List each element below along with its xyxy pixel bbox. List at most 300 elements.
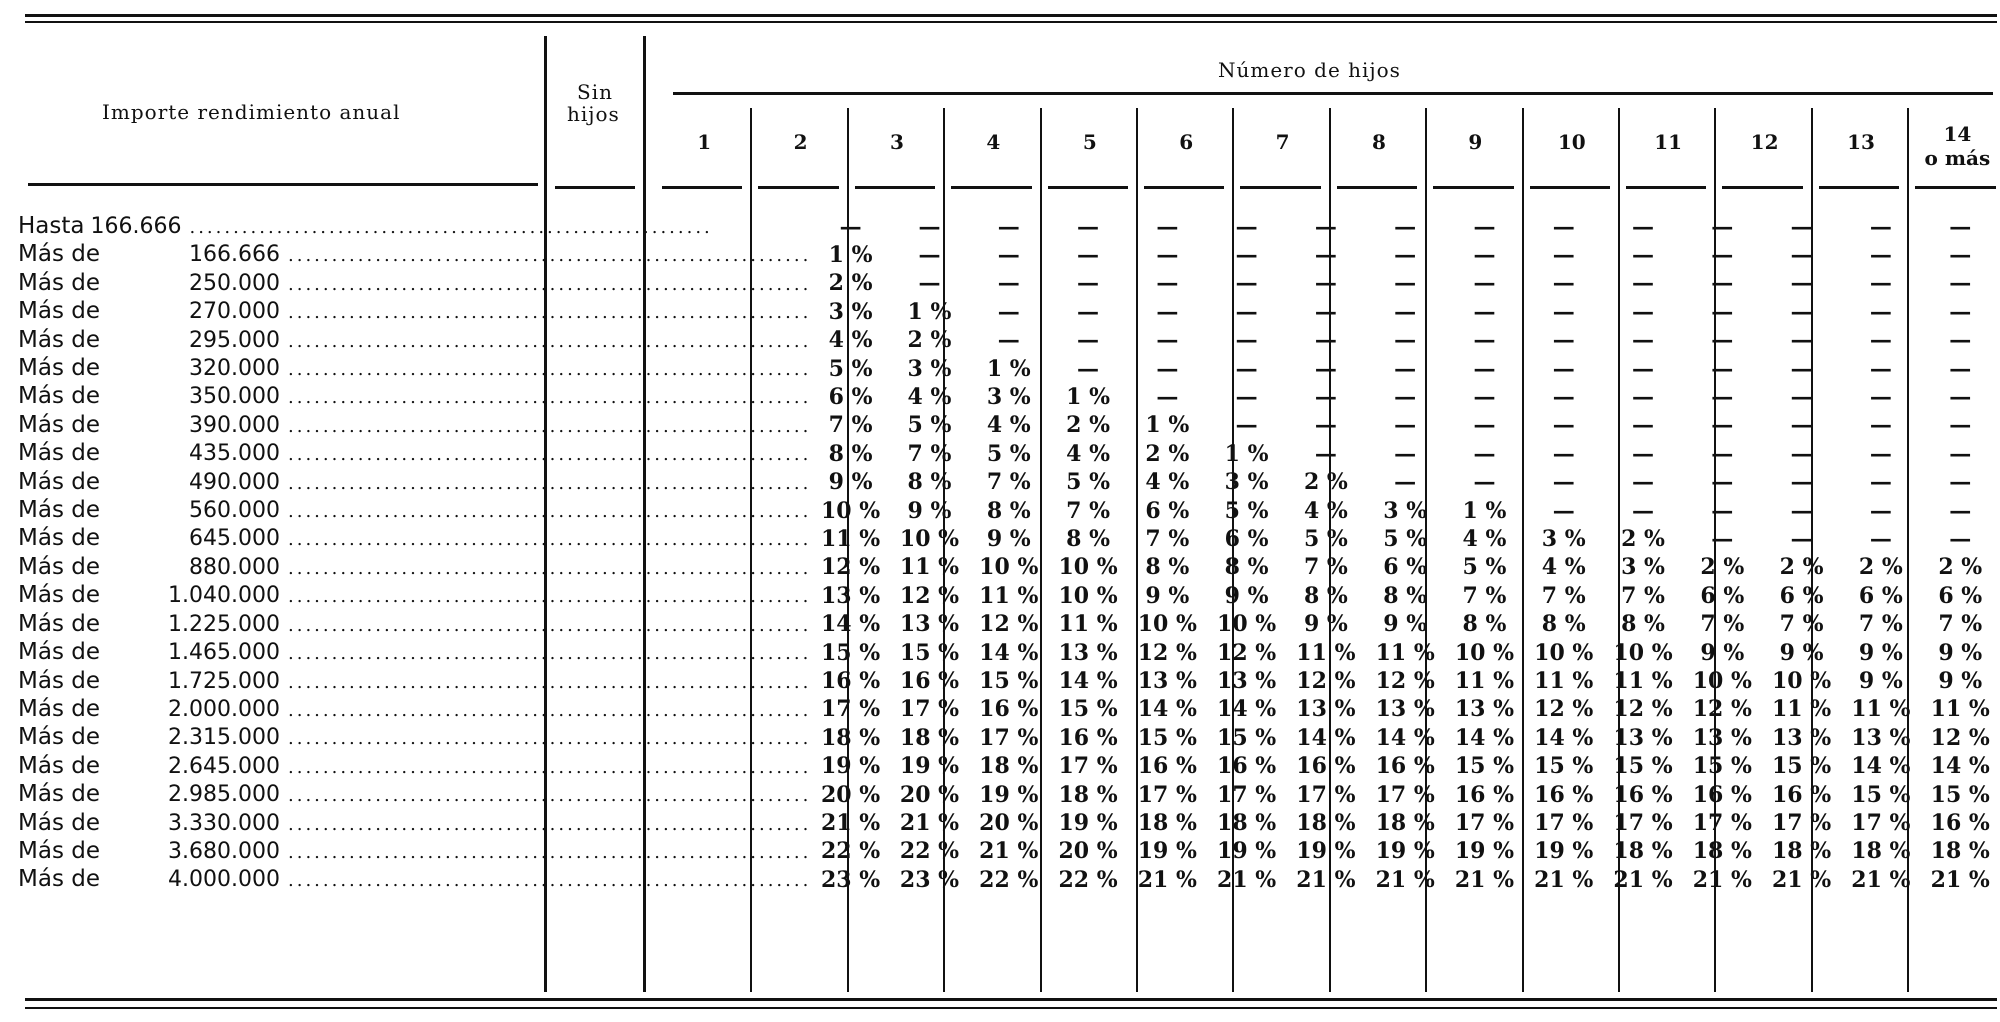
importe-header: Importe rendimiento anual: [102, 100, 401, 124]
cell-hijos: 20 %: [979, 810, 1039, 837]
row-amount: 490.000: [189, 469, 280, 495]
row-amount: 560.000: [189, 498, 280, 524]
cell-hijos: 18 %: [1217, 810, 1277, 837]
cell-hijos: 4 %: [1303, 497, 1348, 524]
cell-hijos: 18 %: [979, 753, 1039, 780]
cell-hijos: 13 %: [1058, 639, 1118, 666]
cell-hijos: —: [1473, 383, 1496, 410]
cell-hijos: 22 %: [899, 838, 960, 865]
table-row: [18, 668, 2000, 696]
cell-hijos: 2 %: [1066, 412, 1110, 439]
table-row: [18, 327, 2000, 355]
cell-sin-hijos: 13 %: [820, 582, 881, 609]
row-prefix: Más de: [18, 695, 100, 722]
cell-hijos: —: [1394, 213, 1417, 240]
table-row: [18, 241, 2000, 269]
child-column-header: 3: [890, 130, 904, 154]
cell-hijos: —: [1632, 383, 1655, 410]
cell-hijos: 8 %: [1541, 611, 1586, 638]
cell-sin-hijos: 17 %: [820, 696, 881, 723]
cell-hijos: 21 %: [1217, 866, 1277, 893]
row-label: [18, 611, 811, 639]
dot-leader: ............................................................: [288, 699, 812, 721]
row-amount: 1.725.000: [168, 668, 280, 694]
cell-hijos: 17 %: [1534, 810, 1594, 837]
row-amount: 435.000: [189, 441, 280, 467]
row-label: [18, 469, 811, 497]
row-label: [18, 810, 811, 838]
cell-hijos: 10 %: [1058, 582, 1118, 609]
cell-hijos: 12 %: [1137, 639, 1197, 666]
cell-hijos: 13 %: [1692, 724, 1752, 751]
cell-hijos: —: [1949, 270, 1972, 297]
table-row: [18, 611, 2000, 639]
cell-hijos: 15 %: [1613, 753, 1673, 780]
row-label: [18, 355, 811, 383]
cell-hijos: —: [1552, 241, 1575, 268]
row-label: [18, 753, 811, 781]
dot-leader: ............................................................: [288, 273, 812, 295]
child-column-header: 9: [1468, 130, 1483, 154]
cell-hijos: —: [1790, 440, 1813, 467]
cell-hijos: 9 %: [1779, 639, 1824, 666]
row-amount: 2.985.000: [168, 782, 280, 808]
cell-hijos: —: [1394, 355, 1417, 382]
cell-hijos: —: [1077, 327, 1100, 354]
dot-leader: ............................................................: [288, 245, 812, 267]
cell-hijos: 12 %: [1613, 696, 1673, 723]
table-row: [18, 525, 2000, 553]
cell-hijos: 16 %: [1930, 810, 1990, 837]
cell-hijos: 17 %: [1851, 810, 1911, 837]
cell-hijos: 8 %: [1224, 554, 1269, 581]
sin-hijos-header-2: hijos: [567, 102, 620, 126]
cell-hijos: —: [1394, 241, 1417, 268]
cell-hijos: 11 %: [1454, 668, 1515, 694]
cell-hijos: 12 %: [899, 582, 960, 609]
dot-leader: ............................................................: [288, 841, 812, 863]
cell-hijos: 10 %: [1613, 639, 1673, 666]
cell-hijos: —: [1314, 270, 1337, 297]
cell-hijos: 6 %: [1700, 582, 1745, 609]
row-prefix: Más de: [18, 497, 100, 524]
dot-leader: ............................................................: [288, 529, 812, 551]
cell-sin-hijos: 9 %: [828, 469, 873, 496]
cell-hijos: 7 %: [1938, 611, 1983, 638]
table-row: [18, 696, 2000, 724]
cell-hijos: 14 %: [979, 639, 1039, 666]
dot-leader: ............................................................: [288, 614, 812, 636]
cell-hijos: —: [1156, 270, 1179, 297]
cell-sin-hijos: 20 %: [820, 781, 881, 808]
cell-hijos: 16 %: [1454, 781, 1515, 808]
cell-hijos: —: [1552, 327, 1575, 354]
cell-hijos: 11 %: [1375, 639, 1435, 666]
cell-hijos: 13 %: [1851, 724, 1911, 751]
cell-hijos: 18 %: [899, 724, 960, 751]
cell-hijos: 9 %: [1858, 668, 1903, 694]
cell-hijos: 9 %: [1938, 639, 1983, 666]
importe-underline: [28, 183, 538, 186]
cell-hijos: 5 %: [1066, 469, 1110, 496]
cell-sin-hijos: 5 %: [828, 355, 873, 382]
row-prefix: Más de: [18, 383, 100, 410]
cell-hijos: 16 %: [1058, 724, 1118, 751]
row-prefix: Más de: [18, 639, 100, 666]
top-rule-1: [25, 14, 1997, 17]
cell-hijos: 7 %: [1858, 611, 1903, 638]
cell-hijos: 10 %: [1217, 611, 1277, 638]
cell-hijos: 7 %: [1066, 497, 1110, 524]
cell-hijos: 4 %: [1462, 525, 1507, 552]
table-row: [18, 440, 2000, 468]
cell-hijos: 15 %: [1137, 724, 1197, 751]
row-label: [18, 383, 811, 411]
table-row: [18, 639, 2000, 667]
cell-hijos: —: [1632, 355, 1655, 382]
cell-hijos: —: [1235, 355, 1258, 382]
cell-hijos: —: [1711, 213, 1734, 240]
row-amount: 880.000: [189, 554, 280, 580]
cell-hijos: 16 %: [1217, 753, 1277, 780]
cell-hijos: 9 %: [1224, 582, 1269, 609]
cell-hijos: 13 %: [1296, 696, 1356, 723]
row-prefix: Más de: [18, 298, 100, 325]
row-label: [18, 213, 811, 241]
cell-hijos: —: [997, 241, 1020, 268]
cell-hijos: —: [1711, 327, 1734, 354]
cell-hijos: 16 %: [1534, 781, 1594, 808]
cell-hijos: 16 %: [1296, 753, 1356, 780]
child-column-header: 7: [1275, 130, 1290, 154]
cell-hijos: 14 %: [1454, 724, 1515, 751]
cell-hijos: 3 %: [1621, 554, 1665, 581]
cell-hijos: 4 %: [1066, 440, 1110, 467]
cell-hijos: 5 %: [1383, 525, 1428, 552]
cell-hijos: 21 %: [1296, 866, 1356, 893]
cell-hijos: 12 %: [1296, 668, 1356, 694]
cell-hijos: —: [1394, 327, 1417, 354]
row-label: [18, 639, 811, 667]
cell-hijos: —: [1632, 270, 1655, 297]
row-label: [18, 270, 811, 298]
cell-hijos: —: [1314, 440, 1337, 467]
cell-sin-hijos: 22 %: [820, 838, 881, 865]
cell-hijos: 15 %: [1851, 781, 1911, 808]
cell-hijos: —: [1314, 327, 1337, 354]
child-column-underline: [1819, 186, 1899, 189]
row-amount: 3.330.000: [168, 810, 280, 836]
cell-hijos: 4 %: [1541, 554, 1586, 581]
table-row: [18, 383, 2000, 411]
table-row: [18, 582, 2000, 610]
cell-hijos: —: [997, 213, 1020, 240]
cell-hijos: 6 %: [1938, 582, 1983, 609]
row-label: [18, 668, 811, 696]
cell-hijos: 15 %: [1454, 753, 1515, 780]
child-column-header: 14 o más: [1909, 122, 2000, 170]
dot-leader: ............................................................: [288, 501, 812, 523]
cell-hijos: 17 %: [1375, 781, 1435, 808]
cell-hijos: 15 %: [899, 639, 960, 666]
row-label: [18, 327, 811, 355]
cell-hijos: 9 %: [1700, 639, 1745, 666]
cell-hijos: —: [1552, 469, 1575, 496]
row-prefix: Más de: [18, 355, 100, 382]
row-amount: 390.000: [189, 412, 280, 438]
cell-sin-hijos: 3 %: [828, 298, 873, 325]
cell-hijos: —: [1869, 383, 1892, 410]
cell-hijos: 5 %: [1462, 554, 1507, 581]
child-column-underline: [855, 186, 935, 189]
row-amount: 1.225.000: [168, 611, 280, 637]
cell-hijos: —: [1790, 213, 1813, 240]
cell-hijos: —: [1552, 213, 1575, 240]
cell-hijos: —: [1552, 440, 1575, 467]
child-column-underline: [1530, 186, 1610, 189]
cell-hijos: 13 %: [1375, 696, 1435, 723]
child-column-underline: [1626, 186, 1706, 189]
cell-hijos: —: [1711, 355, 1734, 382]
cell-hijos: —: [1790, 298, 1813, 325]
cell-hijos: 14 %: [1137, 696, 1197, 723]
cell-hijos: 21 %: [1692, 866, 1752, 893]
cell-hijos: 16 %: [1375, 753, 1435, 780]
child-column-header: 8: [1372, 130, 1386, 154]
row-label: [18, 497, 811, 525]
cell-hijos: 8 %: [907, 469, 952, 496]
dot-leader: ............................................................: [288, 387, 812, 409]
cell-hijos: 17 %: [1058, 753, 1118, 780]
cell-hijos: —: [1552, 383, 1575, 410]
cell-hijos: —: [1949, 440, 1972, 467]
cell-hijos: 3 %: [907, 355, 952, 382]
child-column-header: 5: [1082, 130, 1097, 154]
cell-hijos: 9 %: [1938, 668, 1983, 694]
dot-leader: ............................................................: [288, 643, 812, 665]
cell-hijos: 1 %: [907, 298, 952, 325]
cell-hijos: —: [1869, 469, 1892, 496]
row-amount: 2.000.000: [168, 696, 280, 722]
cell-hijos: 22 %: [979, 866, 1039, 893]
cell-hijos: —: [1235, 383, 1258, 410]
child-column-header: 2: [793, 130, 808, 154]
cell-hijos: 18 %: [1771, 838, 1832, 865]
cell-hijos: —: [1473, 270, 1496, 297]
cell-hijos: 16 %: [1137, 753, 1197, 780]
cell-hijos: —: [1156, 327, 1179, 354]
dot-leader: ............................................................: [288, 472, 812, 494]
cell-hijos: —: [1077, 213, 1100, 240]
row-label: [18, 838, 811, 866]
cell-hijos: —: [1869, 525, 1892, 552]
cell-hijos: —: [1869, 497, 1892, 524]
cell-hijos: —: [997, 327, 1020, 354]
table-row: [18, 412, 2000, 440]
dot-leader: ............................................................: [288, 756, 812, 778]
cell-hijos: —: [1949, 412, 1972, 439]
cell-hijos: 20 %: [1058, 838, 1118, 865]
cell-hijos: 13 %: [899, 611, 960, 638]
cell-hijos: —: [1235, 298, 1258, 325]
cell-hijos: —: [1790, 327, 1813, 354]
cell-hijos: 11 %: [1058, 611, 1118, 638]
cell-hijos: 13 %: [1771, 724, 1832, 751]
child-column-header: 11: [1654, 130, 1683, 154]
child-column-underline: [1240, 186, 1320, 189]
row-amount: 3.680.000: [168, 838, 280, 864]
row-prefix: Más de: [18, 809, 100, 836]
cell-hijos: —: [1869, 241, 1892, 268]
cell-hijos: —: [1790, 497, 1813, 524]
child-column-underline: [1144, 186, 1224, 189]
cell-hijos: —: [1949, 298, 1972, 325]
cell-hijos: 8 %: [1462, 611, 1507, 638]
cell-hijos: —: [1552, 298, 1575, 325]
cell-hijos: 7 %: [907, 440, 952, 467]
row-amount: 4.000.000: [168, 867, 280, 893]
cell-hijos: —: [1552, 412, 1575, 439]
cell-hijos: —: [1711, 469, 1734, 496]
cell-hijos: —: [1869, 355, 1892, 382]
cell-hijos: 8 %: [1145, 554, 1190, 581]
child-column-underline: [1915, 186, 1995, 189]
cell-hijos: 10 %: [1454, 639, 1515, 666]
cell-sin-hijos: 12 %: [820, 554, 881, 581]
cell-hijos: 2 %: [1700, 554, 1745, 581]
table-row: [18, 724, 2000, 752]
cell-hijos: 11 %: [1613, 668, 1673, 694]
child-column-header: 6: [1179, 130, 1194, 154]
dot-leader: ............................................................: [288, 870, 812, 892]
cell-hijos: 13 %: [1217, 668, 1277, 694]
cell-hijos: 2 %: [1303, 469, 1348, 496]
cell-hijos: 10 %: [1058, 554, 1118, 581]
cell-hijos: 1 %: [986, 355, 1031, 382]
cell-sin-hijos: 16 %: [820, 668, 881, 694]
cell-hijos: —: [1632, 497, 1655, 524]
last-column-suffix: o más: [1924, 146, 1991, 170]
dot-leader: ............................................................: [288, 415, 812, 437]
cell-hijos: —: [1473, 440, 1496, 467]
cell-hijos: 1 %: [1462, 497, 1507, 524]
cell-hijos: —: [918, 270, 941, 297]
cell-hijos: —: [1473, 298, 1496, 325]
cell-hijos: 13 %: [1454, 696, 1515, 723]
cell-hijos: 1 %: [1224, 440, 1269, 467]
cell-hijos: 7 %: [986, 469, 1031, 496]
cell-hijos: 18 %: [1692, 838, 1752, 865]
row-amount: 350.000: [189, 384, 280, 410]
dot-leader: ............................................................: [288, 586, 812, 608]
cell-hijos: —: [1869, 298, 1892, 325]
table-row: [18, 213, 2000, 241]
cell-hijos: 12 %: [1534, 696, 1594, 723]
table-row: [18, 270, 2000, 298]
cell-sin-hijos: 18 %: [820, 724, 881, 751]
cell-hijos: —: [1235, 327, 1258, 354]
row-amount: 1.465.000: [168, 640, 280, 666]
cell-hijos: 19 %: [1375, 838, 1435, 865]
cell-hijos: —: [1077, 298, 1100, 325]
child-column-underline: [1048, 186, 1128, 189]
row-prefix: Más de: [18, 411, 100, 438]
cell-hijos: 19 %: [899, 753, 960, 780]
cell-hijos: —: [1790, 270, 1813, 297]
cell-hijos: 14 %: [1930, 753, 1990, 780]
cell-hijos: 5 %: [1303, 525, 1348, 552]
cell-hijos: 11 %: [1771, 696, 1832, 723]
cell-hijos: 6 %: [1779, 582, 1824, 609]
dot-leader: ............................................................: [288, 671, 812, 693]
cell-hijos: —: [1552, 270, 1575, 297]
cell-hijos: 21 %: [1454, 866, 1515, 893]
dot-leader: ............................................................: [288, 813, 812, 835]
cell-hijos: 9 %: [1303, 611, 1348, 638]
rate-table: [18, 213, 2000, 895]
sin-hijos-underline: [555, 186, 635, 189]
row-prefix: Más de: [18, 440, 100, 467]
cell-hijos: 16 %: [899, 668, 960, 694]
cell-hijos: 14 %: [1058, 668, 1118, 694]
row-amount: 250.000: [189, 270, 280, 296]
table-row: [18, 554, 2000, 582]
cell-hijos: 18 %: [1613, 838, 1673, 865]
cell-hijos: 17 %: [1771, 810, 1832, 837]
cell-hijos: 10 %: [979, 554, 1039, 581]
cell-hijos: 12 %: [1217, 639, 1277, 666]
child-column-underline: [662, 186, 742, 189]
row-prefix: Más de: [18, 241, 100, 268]
row-amount: 1.040.000: [168, 583, 280, 609]
row-label: [18, 582, 811, 610]
cell-hijos: 8 %: [1621, 611, 1665, 638]
cell-hijos: 18 %: [1375, 810, 1435, 837]
dot-leader: ............................................................: [288, 330, 812, 352]
cell-hijos: 10 %: [899, 525, 960, 552]
cell-hijos: 4 %: [907, 383, 952, 410]
cell-hijos: 19 %: [1296, 838, 1356, 865]
cell-sin-hijos: —: [839, 213, 862, 240]
cell-hijos: 14 %: [1217, 696, 1277, 723]
cell-hijos: 21 %: [1613, 866, 1673, 893]
cell-hijos: —: [1869, 412, 1892, 439]
cell-hijos: —: [1790, 469, 1813, 496]
cell-hijos: 7 %: [1303, 554, 1348, 581]
child-column-header: 12: [1750, 130, 1779, 154]
cell-hijos: 22 %: [1058, 866, 1118, 893]
cell-hijos: —: [1711, 270, 1734, 297]
cell-hijos: —: [1156, 383, 1179, 410]
cell-hijos: —: [1473, 241, 1496, 268]
bottom-rule-1: [25, 998, 1997, 1001]
cell-hijos: 17 %: [979, 724, 1039, 751]
child-column-header: 13: [1847, 130, 1875, 154]
cell-hijos: 17 %: [1217, 781, 1277, 808]
cell-hijos: —: [1711, 241, 1734, 268]
row-amount: 295.000: [189, 327, 280, 353]
cell-hijos: —: [1235, 412, 1258, 439]
cell-hijos: 9 %: [1383, 611, 1428, 638]
cell-hijos: —: [1869, 270, 1892, 297]
cell-sin-hijos: 21 %: [820, 810, 881, 837]
cell-hijos: 8 %: [1383, 582, 1428, 609]
cell-hijos: —: [1632, 213, 1655, 240]
row-prefix: Más de: [18, 610, 100, 637]
bottom-rule-2: [25, 1007, 1997, 1009]
cell-hijos: 9 %: [907, 497, 952, 524]
cell-sin-hijos: 15 %: [820, 639, 881, 666]
